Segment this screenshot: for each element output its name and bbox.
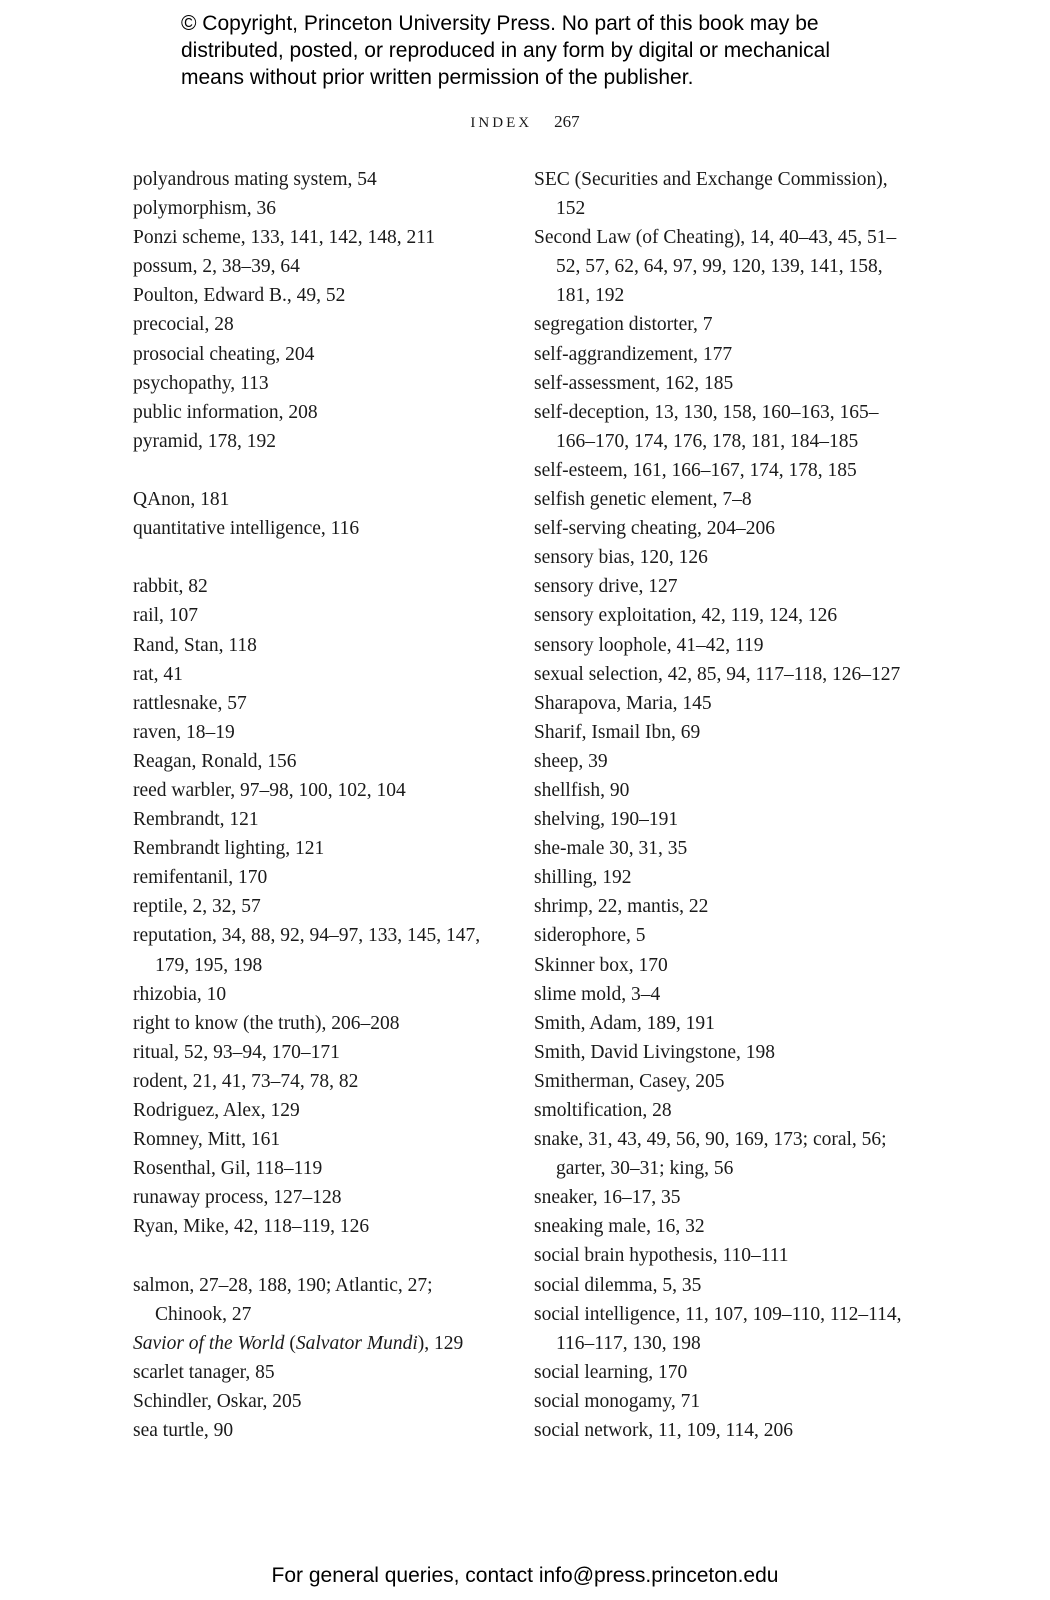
index-entry: scarlet tanager, 85 <box>133 1361 275 1383</box>
index-entry: quantitative intelligence, 116 <box>133 518 360 540</box>
section-label: INDEX <box>470 115 533 131</box>
index-entry: polyandrous mating system, 54 <box>133 169 377 190</box>
index-entry: Ponzi scheme, 133, 141, 142, 148, 211 <box>133 227 436 249</box>
index-entry: rat, 41 <box>133 663 183 685</box>
index-entry: polymorphism, 36 <box>133 198 277 220</box>
index-group-q <box>133 485 503 543</box>
index-entry: Smitherman, Casey, 205 <box>534 1070 725 1092</box>
index-entry: right to know (the truth), 206–208 <box>133 1012 400 1034</box>
index-group-r <box>133 572 503 1241</box>
running-head <box>0 110 1050 135</box>
index-entry: shrimp, 22, mantis, 22 <box>534 896 709 918</box>
index-column-left <box>133 165 503 1445</box>
index-entry: remifentanil, 170 <box>133 867 268 889</box>
index-entry: reed warbler, 97–98, 100, 102, 104 <box>133 779 406 801</box>
index-entry: psychopathy, 113 <box>133 372 269 394</box>
artwork-title: Savior of the World <box>133 1332 285 1354</box>
index-entry: reputation, 34, 88, 92, 94–97, 133, 145, 147, 179, 195, 198 <box>133 925 481 976</box>
index-entry: shellfish, 90 <box>534 779 630 801</box>
index-entry: sensory loophole, 41–42, 119 <box>534 634 764 656</box>
index-entry: Ryan, Mike, 42, 118–119, 126 <box>133 1216 370 1238</box>
index-entry: sneaker, 16–17, 35 <box>534 1187 681 1209</box>
index-entry: rodent, 21, 41, 73–74, 78, 82 <box>133 1070 359 1092</box>
index-entry: Rembrandt, 121 <box>133 809 259 831</box>
index-entry: possum, 2, 38–39, 64 <box>133 256 300 278</box>
index-entry: Reagan, Ronald, 156 <box>133 750 297 772</box>
index-entry: segregation distorter, 7 <box>534 314 713 336</box>
index-entry: sheep, 39 <box>534 750 608 772</box>
index-entry: Smith, David Livingstone, 198 <box>534 1041 776 1063</box>
index-entry: rabbit, 82 <box>133 576 208 598</box>
index-entry: social network, 11, 109, 114, 206 <box>534 1420 794 1442</box>
index-column-right <box>534 165 904 1445</box>
index-entry: pyramid, 178, 192 <box>133 430 276 452</box>
index-entry: self-deception, 13, 130, 158, 160–163, 165–166–170, 174, 176, 178, 181, 184–185 <box>534 401 879 452</box>
index-entry: sexual selection, 42, 85, 94, 117–118, 126–127 <box>534 663 901 685</box>
index-entry: reptile, 2, 32, 57 <box>133 896 261 918</box>
index-entry: Romney, Mitt, 161 <box>133 1129 281 1151</box>
letter-group-gap <box>133 543 503 572</box>
index-entry: social learning, 170 <box>534 1361 688 1383</box>
index-entry: self-esteem, 161, 166–167, 174, 178, 185 <box>534 459 857 481</box>
index-entry-artwork <box>133 1329 503 1358</box>
index-entry: Sharif, Ismail Ibn, 69 <box>534 721 701 743</box>
index-entry: selfish genetic element, 7–8 <box>534 489 752 511</box>
index-entry: snake, 31, 43, 49, 56, 90, 169, 173; coral, 56; garter, 30–31; king, 56 <box>534 1129 887 1180</box>
index-entry: Skinner box, 170 <box>534 954 668 976</box>
index-entry: she-male 30, 31, 35 <box>534 838 688 860</box>
index-entry: sneaking male, 16, 32 <box>534 1216 705 1238</box>
index-entry: SEC (Securities and Exchange Commission), 152 <box>534 169 888 220</box>
index-entry: sensory drive, 127 <box>534 576 678 598</box>
index-group-p <box>133 165 503 456</box>
footer-contact <box>0 1563 1050 1589</box>
index-entry: rattlesnake, 57 <box>133 692 247 714</box>
index-entry: sensory exploitation, 42, 119, 124, 126 <box>534 605 838 627</box>
index-entry: ritual, 52, 93–94, 170–171 <box>133 1041 340 1063</box>
letter-group-gap <box>133 1241 503 1270</box>
index-entry: social brain hypothesis, 110–111 <box>534 1245 789 1267</box>
copyright-line: means without prior written permission of the publisher. <box>181 66 694 89</box>
index-entry: salmon, 27–28, 188, 190; Atlantic, 27; Chinook, 27 <box>133 1274 433 1325</box>
index-entry: Rosenthal, Gil, 118–119 <box>133 1158 323 1180</box>
index-entry: shilling, 192 <box>534 867 632 889</box>
index-entry: sensory bias, 120, 126 <box>534 547 708 569</box>
index-entry: social intelligence, 11, 107, 109–110, 112–114, 116–117, 130, 198 <box>534 1303 902 1354</box>
index-entry: precocial, 28 <box>133 314 234 336</box>
artwork-paren-open: ( <box>284 1332 296 1354</box>
index-entry: self-aggrandizement, 177 <box>534 343 733 365</box>
artwork-pages: ), 129 <box>417 1332 464 1354</box>
index-entry: rhizobia, 10 <box>133 983 227 1005</box>
index-entry: Rembrandt lighting, 121 <box>133 838 325 860</box>
index-entry: rail, 107 <box>133 605 198 627</box>
index-group-s <box>133 1271 503 1446</box>
index-entry: Smith, Adam, 189, 191 <box>534 1012 715 1034</box>
index-entry: Poulton, Edward B., 49, 52 <box>133 285 346 307</box>
index-entry: self-serving cheating, 204–206 <box>534 518 775 540</box>
copyright-notice <box>181 10 901 91</box>
page-number: 267 <box>554 112 580 131</box>
copyright-line: distributed, posted, or reproduced in any form by digital or mechanical <box>181 39 831 62</box>
index-entry: sea turtle, 90 <box>133 1420 234 1442</box>
index-entry: smoltification, 28 <box>534 1100 672 1121</box>
letter-group-gap <box>133 456 503 485</box>
index-entry: shelving, 190–191 <box>534 809 679 831</box>
index-entry: Rand, Stan, 118 <box>133 634 257 656</box>
index-entry: social dilemma, 5, 35 <box>534 1274 702 1296</box>
index-entry: runaway process, 127–128 <box>133 1187 342 1209</box>
index-entry: Schindler, Oskar, 205 <box>133 1390 302 1412</box>
index-entry: raven, 18–19 <box>133 721 235 743</box>
copyright-line: © Copyright, Princeton University Press. No part of this book may be <box>181 12 819 35</box>
index-entry: public information, 208 <box>133 401 318 423</box>
index-entry: prosocial cheating, 204 <box>133 343 315 365</box>
index-entry: Second Law (of Cheating), 14, 40–43, 45, 51–52, 57, 62, 64, 97, 99, 120, 139, 141, 158, 181, 192 <box>534 227 897 307</box>
index-entry: Rodriguez, Alex, 129 <box>133 1100 300 1121</box>
footer-text: For general queries, contact info@press.princeton.edu <box>271 1564 779 1587</box>
index-entry: Sharapova, Maria, 145 <box>534 692 712 714</box>
artwork-alt-title: Salvator Mundi <box>295 1332 418 1354</box>
index-entry: slime mold, 3–4 <box>534 983 661 1005</box>
index-entry: self-assessment, 162, 185 <box>534 372 734 394</box>
index-entry: siderophore, 5 <box>534 925 646 947</box>
index-entry: social monogamy, 71 <box>534 1390 701 1412</box>
index-entry: QAnon, 181 <box>133 489 230 511</box>
